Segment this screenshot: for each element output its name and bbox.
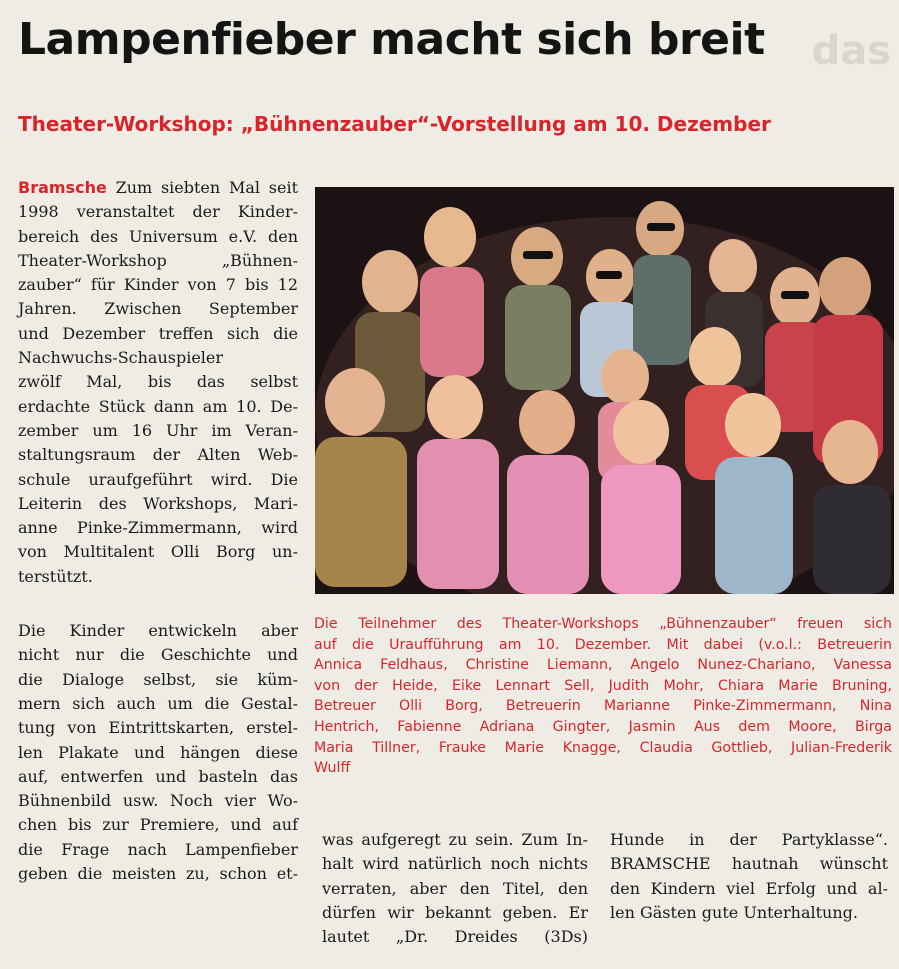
bleed-through-text: das (811, 28, 891, 74)
article-column-2 (322, 828, 588, 949)
article-line: len Plakate und hängen diese (18, 742, 298, 762)
article-line: 1998 veranstaltet der Kinder- (18, 202, 298, 222)
article-column-3 (610, 828, 888, 925)
caption-line: Maria Tillner, Frauke Marie Knagge, Claudia Gottlieb, Julian-Frederik (314, 739, 892, 756)
article-line: Theater-Workshop „Bühnen- (18, 250, 298, 270)
article-line: tung von Eintrittskarten, erstel- (18, 718, 298, 738)
article-line: anne Pinke-Zimmermann, wird (18, 518, 298, 538)
article-line: nicht nur die Geschichte und (18, 645, 298, 665)
caption-line: Betreuer Olli Borg, Betreuerin Marianne Pinke-Zimmermann, Nina (314, 698, 892, 715)
photo-caption (314, 614, 892, 779)
group-photo (315, 187, 894, 594)
article-line: zember um 16 Uhr im Veran- (18, 420, 298, 440)
article-subheadline: Theater-Workshop: „Bühnenzauber“-Vorstellung am 10. Dezember (18, 112, 771, 136)
caption-line: auf die Uraufführung am 10. Dezember. Mit dabei (v.o.l.: Betreuerin (314, 636, 892, 653)
article-line: erdachte Stück dann am 10. De- (18, 396, 298, 416)
article-line: die Dialoge selbst, sie küm- (18, 669, 298, 689)
article-line: den Kindern viel Erfolg und al- (610, 878, 888, 898)
caption-line: Wulff (314, 760, 351, 777)
article-line: BRAMSCHE hautnah wünscht (610, 854, 888, 874)
article-line: die Frage nach Lampenfieber (18, 839, 298, 859)
article-line: zwölf Mal, bis das selbst (18, 372, 298, 392)
article-line: halt wird natürlich noch nichts (322, 854, 588, 874)
article-line: Jahren. Zwischen September (18, 299, 298, 319)
article-line: zauber“ für Kinder von 7 bis 12 (18, 275, 298, 295)
caption-line: von der Heide, Eike Lennart Sell, Judith Mohr, Chiara Marie Bruning, (314, 677, 892, 694)
article-line: schule uraufgeführt wird. Die (18, 469, 298, 489)
group-photo-illustration (315, 187, 894, 594)
article-column-1 (18, 176, 298, 886)
caption-line: Die Teilnehmer des Theater-Workshops „Bühnenzauber“ freuen sich (314, 616, 892, 632)
article-line: dürfen wir bekannt geben. Er (322, 902, 588, 922)
location-kicker: Bramsche (18, 178, 107, 197)
article-line: bereich des Universum e.V. den (18, 226, 298, 246)
article-line: Bramsche Zum siebten Mal seit (18, 178, 299, 197)
article-line: verraten, aber den Titel, den (322, 878, 588, 898)
article-line: lautet „Dr. Dreides (3Ds) (322, 927, 588, 947)
article-line: was aufgeregt zu sein. Zum In- (322, 830, 588, 849)
article-line: mern sich auch um die Gestal- (18, 693, 298, 713)
article-line: terstützt. (18, 566, 93, 586)
article-line: staltungsraum der Alten Web- (18, 445, 298, 465)
article-line: chen bis zur Premiere, und auf (18, 815, 298, 835)
article-line: geben die meisten zu, schon et- (18, 864, 298, 884)
article-line: Bühnenbild usw. Noch vier Wo- (18, 791, 298, 811)
article-line: von Multitalent Olli Borg un- (18, 542, 298, 562)
article-headline: Lampenfieber macht sich breit (18, 14, 765, 65)
article-line: und Dezember treffen sich die (18, 323, 298, 343)
article-line: Die Kinder entwickeln aber (18, 621, 298, 641)
article-line: len Gästen gute Unterhaltung. (610, 902, 858, 922)
article-line: auf, entwerfen und basteln das (18, 766, 298, 786)
article-line: Nachwuchs-Schauspieler (18, 348, 224, 368)
article-line: Hunde in der Partyklasse“. (610, 830, 888, 849)
caption-line: Annica Feldhaus, Christine Liemann, Angelo Nunez-Chariano, Vanessa (314, 657, 892, 674)
article-line: Leiterin des Workshops, Mari- (18, 493, 298, 513)
caption-line: Hentrich, Fabienne Adriana Gingter, Jasmin Aus dem Moore, Birga (314, 718, 892, 735)
